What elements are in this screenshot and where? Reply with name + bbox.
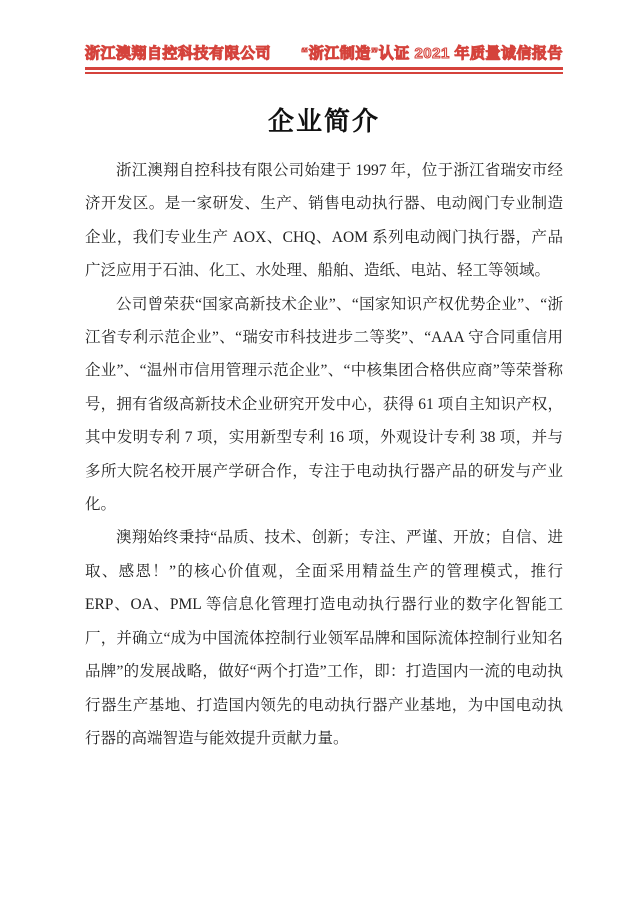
page-header [85, 44, 563, 74]
header-row [85, 44, 563, 63]
paragraph-honors: 公司曾荣获“国家高新技术企业”、“国家知识产权优势企业”、“浙江省专利示范企业”、“瑞安市科技进步二等奖”、“AAA 守合同重信用企业”、“温州市信用管理示范企业”、“中核集团合格供应商”等荣誉称号，拥有省级高新技术企业研究开发中心，获得 61 项自主知识产权，其中发明专利 7 项，实用新型专利 16 项，外观设计专利 38 项，并与多所大院名校开展产学研合作，专注于电动执行器产品的研发与产业化。 [85, 295, 563, 514]
paragraph-company-intro: 浙江澳翔自控科技有限公司始建于 1997 年，位于浙江省瑞安市经济开发区。是一家研发、生产、销售电动执行器、电动阀门专业制造企业，我们专业生产 AOX、CHQ、AOM 系列电动阀门执行器，产品广泛应用于石油、化工、水处理、船舶、造纸、电站、轻工等领域。 [85, 162, 563, 280]
header-report-title: “浙江制造”认证 2021 年质量诚信报告 [300, 45, 563, 62]
document-body [85, 154, 563, 755]
paragraph-values-strategy: 澳翔始终秉持“品质、技术、创新；专注、严谨、开放；自信、进取、感恩！”的核心价值观，全面采用精益生产的管理模式，推行 ERP、OA、PML 等信息化管理打造电动执行器行业的数字化智能工厂，并确立“成为中国流体控制行业领军品牌和国际流体控制行业知名品牌”的发展战略，做好“两个打造”工作，即：打造国内一流的电动执行器生产基地、打造国内领先的电动执行器产业基地，为中国电动执行器的高端智造与能效提升贡献力量。 [85, 529, 563, 747]
header-double-rule [85, 67, 563, 74]
header-company-name: 浙江澳翔自控科技有限公司 [85, 45, 272, 62]
page-title: 企业简介 [267, 106, 380, 136]
